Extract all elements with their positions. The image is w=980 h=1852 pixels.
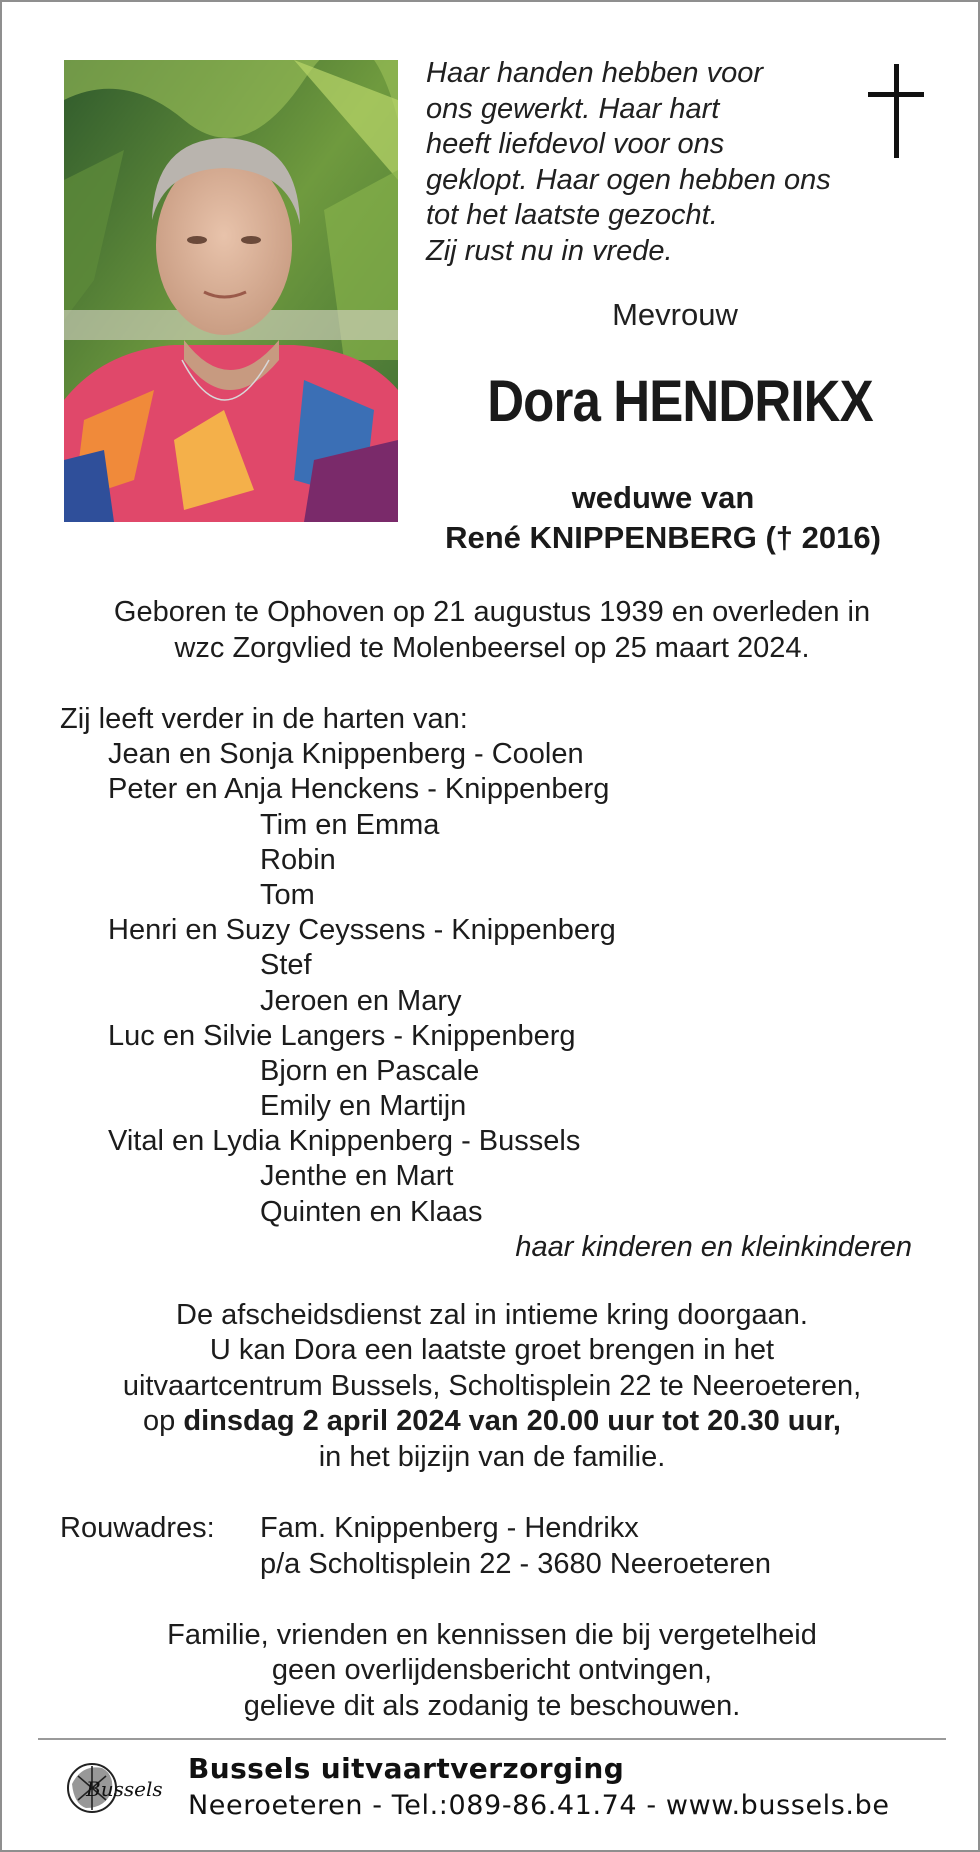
service-line: U kan Dora een laatste groet brengen in het — [209, 1334, 775, 1367]
mourning-address-line: Fam. Knippenberg - Hendrikx — [260, 1512, 639, 1544]
poem-line: ons gewerkt. Haar hart — [426, 92, 720, 125]
cross-icon — [868, 62, 928, 162]
grandchild: Jeroen en Mary — [260, 984, 462, 1017]
bussels-logo — [62, 1754, 172, 1824]
farewell-service-info — [42, 1298, 942, 1475]
service-date: dinsdag 2 april 2024 van 20.00 uur tot 20.30 uur, — [183, 1405, 841, 1438]
notice-line: gelieve dit als zodanig te beschouwen. — [243, 1689, 741, 1722]
grandchild: Bjorn en Pascale — [260, 1054, 480, 1087]
service-datetime — [42, 1404, 942, 1439]
poem-line: tot het laatste gezocht. — [426, 199, 718, 232]
death-line: wzc Zorgvlied te Molenbeersel op 25 maart 2024. — [174, 632, 810, 664]
memorial-poem — [426, 56, 906, 270]
grandchild: Tim en Emma — [260, 808, 440, 841]
poem-line: Haar handen hebben voor — [426, 57, 763, 89]
survivors-list — [60, 702, 940, 1265]
service-line: uitvaartcentrum Bussels, Scholtisplein 22 te Neeroeteren, — [122, 1369, 862, 1402]
poem-line: geklopt. Haar ogen hebben ons — [426, 163, 831, 196]
grandchild: Tom — [260, 878, 315, 911]
poem-line: heeft liefdevol voor ons — [426, 128, 725, 161]
deceased-name: Dora HENDRIKX — [487, 369, 873, 434]
survivors-closing: haar kinderen en kleinkinderen — [515, 1230, 912, 1263]
company-contact: Neeroeteren - Tel.:089-86.41.74 - www.bussels.be — [188, 1790, 890, 1821]
widow-label: weduwe van — [571, 480, 755, 515]
grandchild: Robin — [260, 843, 336, 876]
grandchild: Emily en Martijn — [260, 1090, 467, 1123]
family-parents: Peter en Anja Henckens - Knippenberg — [108, 773, 610, 806]
family-parents: Vital en Lydia Knippenberg - Bussels — [108, 1125, 581, 1158]
svg-text:Bussels: Bussels — [86, 1777, 163, 1801]
mourning-address-line: p/a Scholtisplein 22 - 3680 Neeroeteren — [260, 1548, 772, 1580]
service-line: De afscheidsdienst zal in intieme kring doorgaan. — [176, 1299, 808, 1331]
grandchild: Jenthe en Mart — [260, 1160, 454, 1193]
grandchild: Quinten en Klaas — [260, 1195, 483, 1228]
mourning-address — [260, 1510, 771, 1582]
grandchild: Stef — [260, 949, 312, 982]
company-name: Bussels uitvaartverzorging — [188, 1752, 625, 1785]
footer-divider — [38, 1738, 946, 1740]
birth-death-info — [42, 594, 942, 666]
mourning-address-label: Rouwadres: — [60, 1512, 215, 1544]
notice-line: geen overlijdensbericht ontvingen, — [271, 1654, 713, 1687]
family-parents: Henri en Suzy Ceyssens - Knippenberg — [108, 914, 616, 947]
family-parents: Luc en Silvie Langers - Knippenberg — [108, 1019, 576, 1052]
poem-line: Zij rust nu in vrede. — [426, 234, 673, 267]
survivors-intro: Zij leeft verder in de harten van: — [60, 703, 468, 735]
spouse-name: René KNIPPENBERG († 2016) — [445, 520, 881, 555]
widow-of — [398, 478, 928, 558]
service-prefix: op — [143, 1405, 184, 1438]
notice-text — [42, 1618, 942, 1724]
notice-line: Familie, vrienden en kennissen die bij vergetelheid — [167, 1619, 817, 1651]
service-line: in het bijzijn van de familie. — [318, 1440, 666, 1473]
birth-line: Geboren te Ophoven op 21 augustus 1939 en overleden in — [113, 596, 871, 628]
salutation: Mevrouw — [612, 297, 738, 332]
portrait-photo — [64, 60, 398, 522]
family-parents: Jean en Sonja Knippenberg - Coolen — [108, 738, 584, 771]
